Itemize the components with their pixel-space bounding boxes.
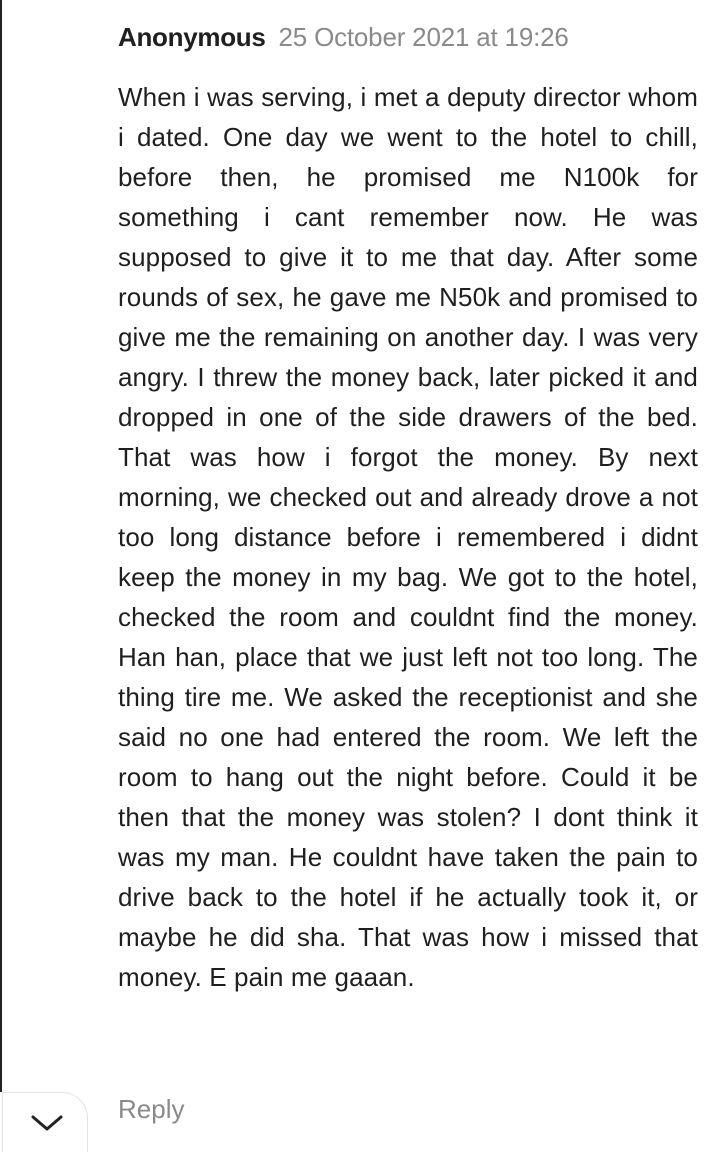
chevron-down-icon xyxy=(29,1113,65,1133)
thread-line xyxy=(0,0,2,1092)
reply-link[interactable]: Reply xyxy=(118,1094,185,1124)
comment-author: Anonymous xyxy=(118,22,266,52)
comment-header xyxy=(118,22,698,62)
collapse-toggle[interactable] xyxy=(2,1092,88,1152)
comment xyxy=(118,22,698,997)
comment-body: When i was serving, i met a deputy director whom i dated. One day we went to the hotel to chill, before then, he promised me N100k for something i cant remember now. He was supposed to give it to me that day. After some rounds of sex, he gave me N50k and promised to give me the remaining on another day. I was very angry. I threw the money back, later picked it and dropped in one of the side drawers of the bed. That was how i forgot the money. By next morning, we checked out and already drove a not too long distance before i remembered i didnt keep the money in my bag. We got to the hotel, checked the room and couldnt find the money. Han han, place that we just left not too long. The thing tire me. We asked the receptionist and she said no one had entered the room. We left the room to hang out the night before. Could it be then that the money was stolen? I dont think it was my man. He couldnt have taken the pain to drive back to the hotel if he actually took it, or maybe he did sha. That was how i missed that money. E pain me gaaan. xyxy=(118,82,698,992)
comment-timestamp[interactable]: 25 October 2021 at 19:26 xyxy=(278,22,569,52)
